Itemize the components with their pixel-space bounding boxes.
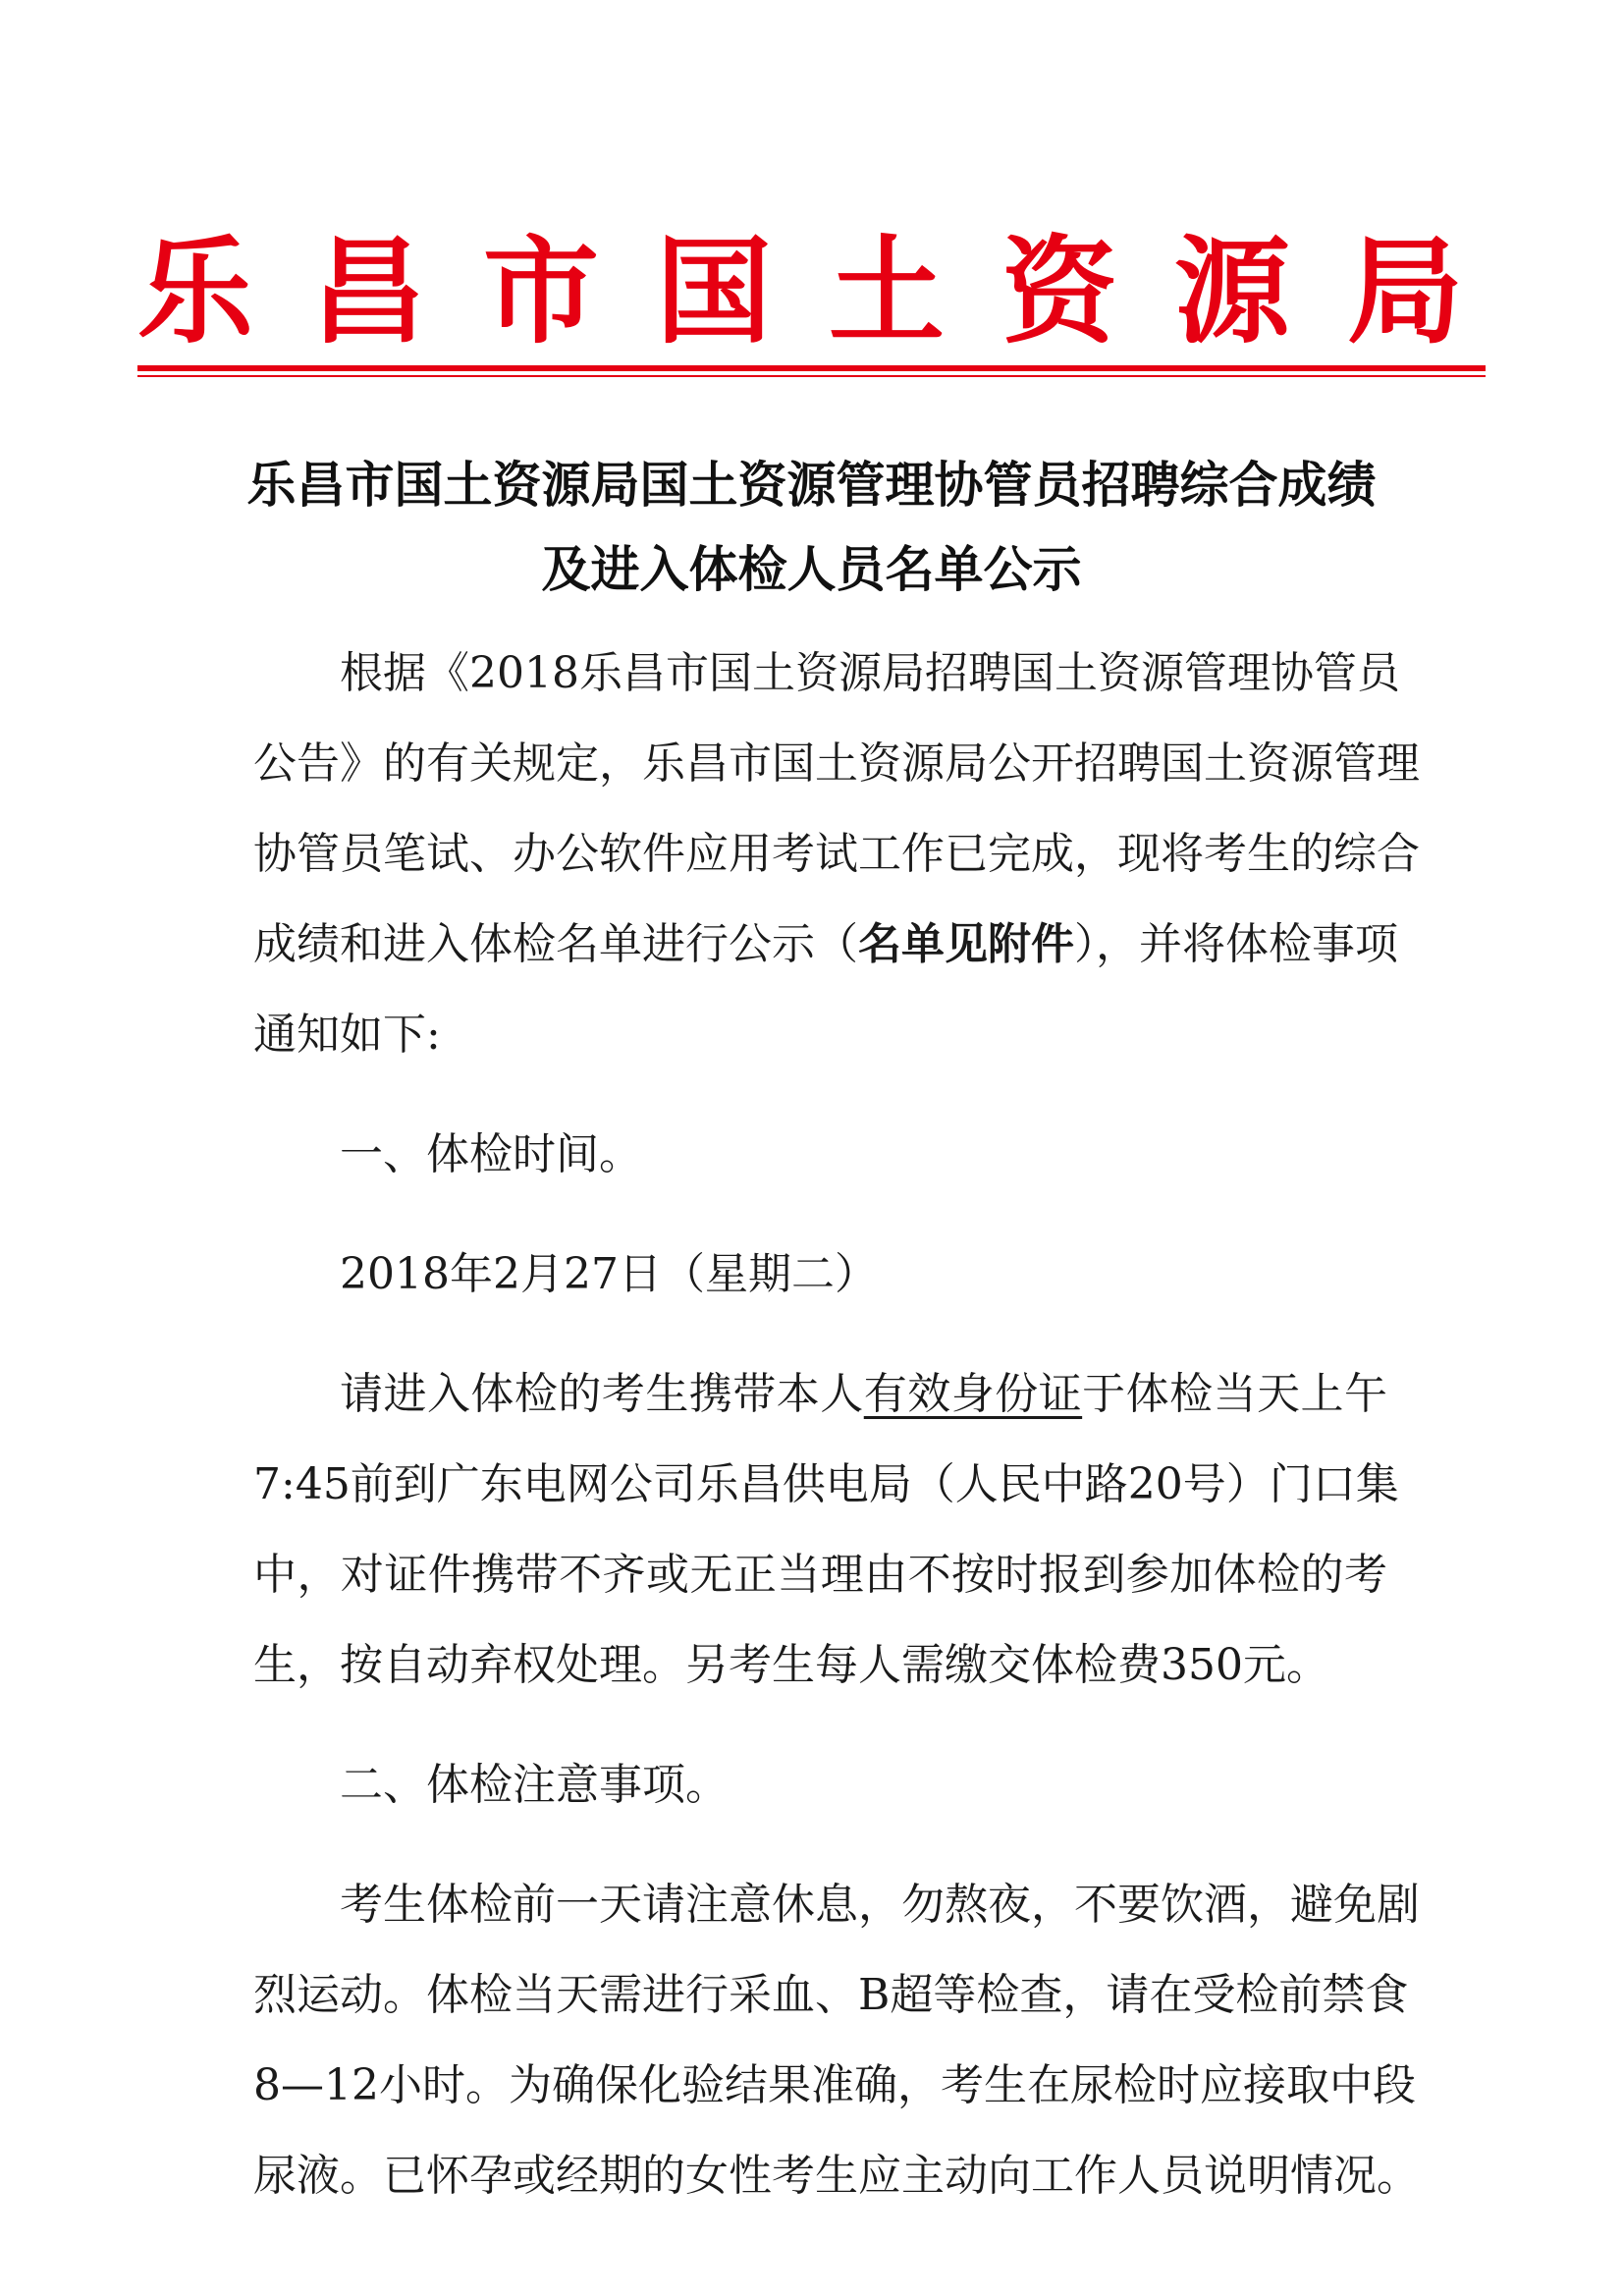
- document-title-line-1: 乐昌市国土资源局国土资源管理协管员招聘综合成绩: [246, 456, 1377, 514]
- section-1-line-1: [253, 1349, 1387, 1440]
- intro-line-4-before: 成绩和进入体检名单进行公示（: [253, 919, 858, 969]
- document-title-line-2: 及进入体检人员名单公示: [541, 540, 1082, 598]
- section-1-line-1-after: 于体检当天上午: [1082, 1369, 1388, 1419]
- intro-line-3: 协管员笔试、办公软件应用考试工作已完成，现将考生的综合: [253, 829, 1420, 879]
- section-1-line-4: 生，按自动弃权处理。另考生每人需缴交体检费350元。: [253, 1640, 1329, 1690]
- section-2-line-3: 8—12小时。为确保化验结果准确，考生在尿检时应接取中段: [253, 2060, 1416, 2110]
- section-1-paragraph: [253, 1349, 1399, 1711]
- section-1-line-3: 中，对证件携带不齐或无正当理由不按时报到参加体检的考: [253, 1550, 1387, 1600]
- intro-line-1: 根据《2018乐昌市国土资源局招聘国土资源管理协管员: [340, 648, 1400, 698]
- section-2-line-4: 尿液。已怀孕或经期的女性考生应主动向工作人员说明情况。: [253, 2151, 1420, 2201]
- id-card-requirement: 有效身份证: [863, 1369, 1083, 1419]
- section-2-paragraph: [253, 1860, 1420, 2221]
- attachment-note: 名单见附件: [858, 919, 1074, 969]
- exam-date: 2018年2月27日（星期二）: [340, 1249, 878, 1299]
- masthead-org-name: 乐昌市国土资源局: [137, 223, 1521, 359]
- section-2-line-2: 烈运动。体检当天需进行采血、B超等检查，请在受检前禁食: [253, 1970, 1409, 2020]
- intro-paragraph: [253, 629, 1420, 1080]
- intro-line-4: [253, 900, 1398, 990]
- document-body: [253, 629, 1420, 2221]
- masthead-red-rule-thin: [137, 375, 1486, 377]
- section-2-line-1: 考生体检前一天请注意休息，勿熬夜，不要饮酒，避免剧: [340, 1880, 1420, 1930]
- intro-line-2: 公告》的有关规定，乐昌市国土资源局公开招聘国土资源管理: [253, 738, 1420, 789]
- intro-line-4-after: ），并将体检事项: [1074, 919, 1398, 969]
- section-1-line-2: 7:45前到广东电网公司乐昌供电局（人民中路20号）门口集: [253, 1459, 1399, 1509]
- section-1-heading: 一、体检时间。: [340, 1129, 642, 1179]
- intro-line-5: 通知如下:: [253, 1010, 441, 1060]
- section-1-line-1-before: 请进入体检的考生携带本人: [340, 1369, 864, 1419]
- section-2-heading: 二、体检注意事项。: [340, 1760, 729, 1810]
- masthead-red-rule-thick: [137, 365, 1486, 371]
